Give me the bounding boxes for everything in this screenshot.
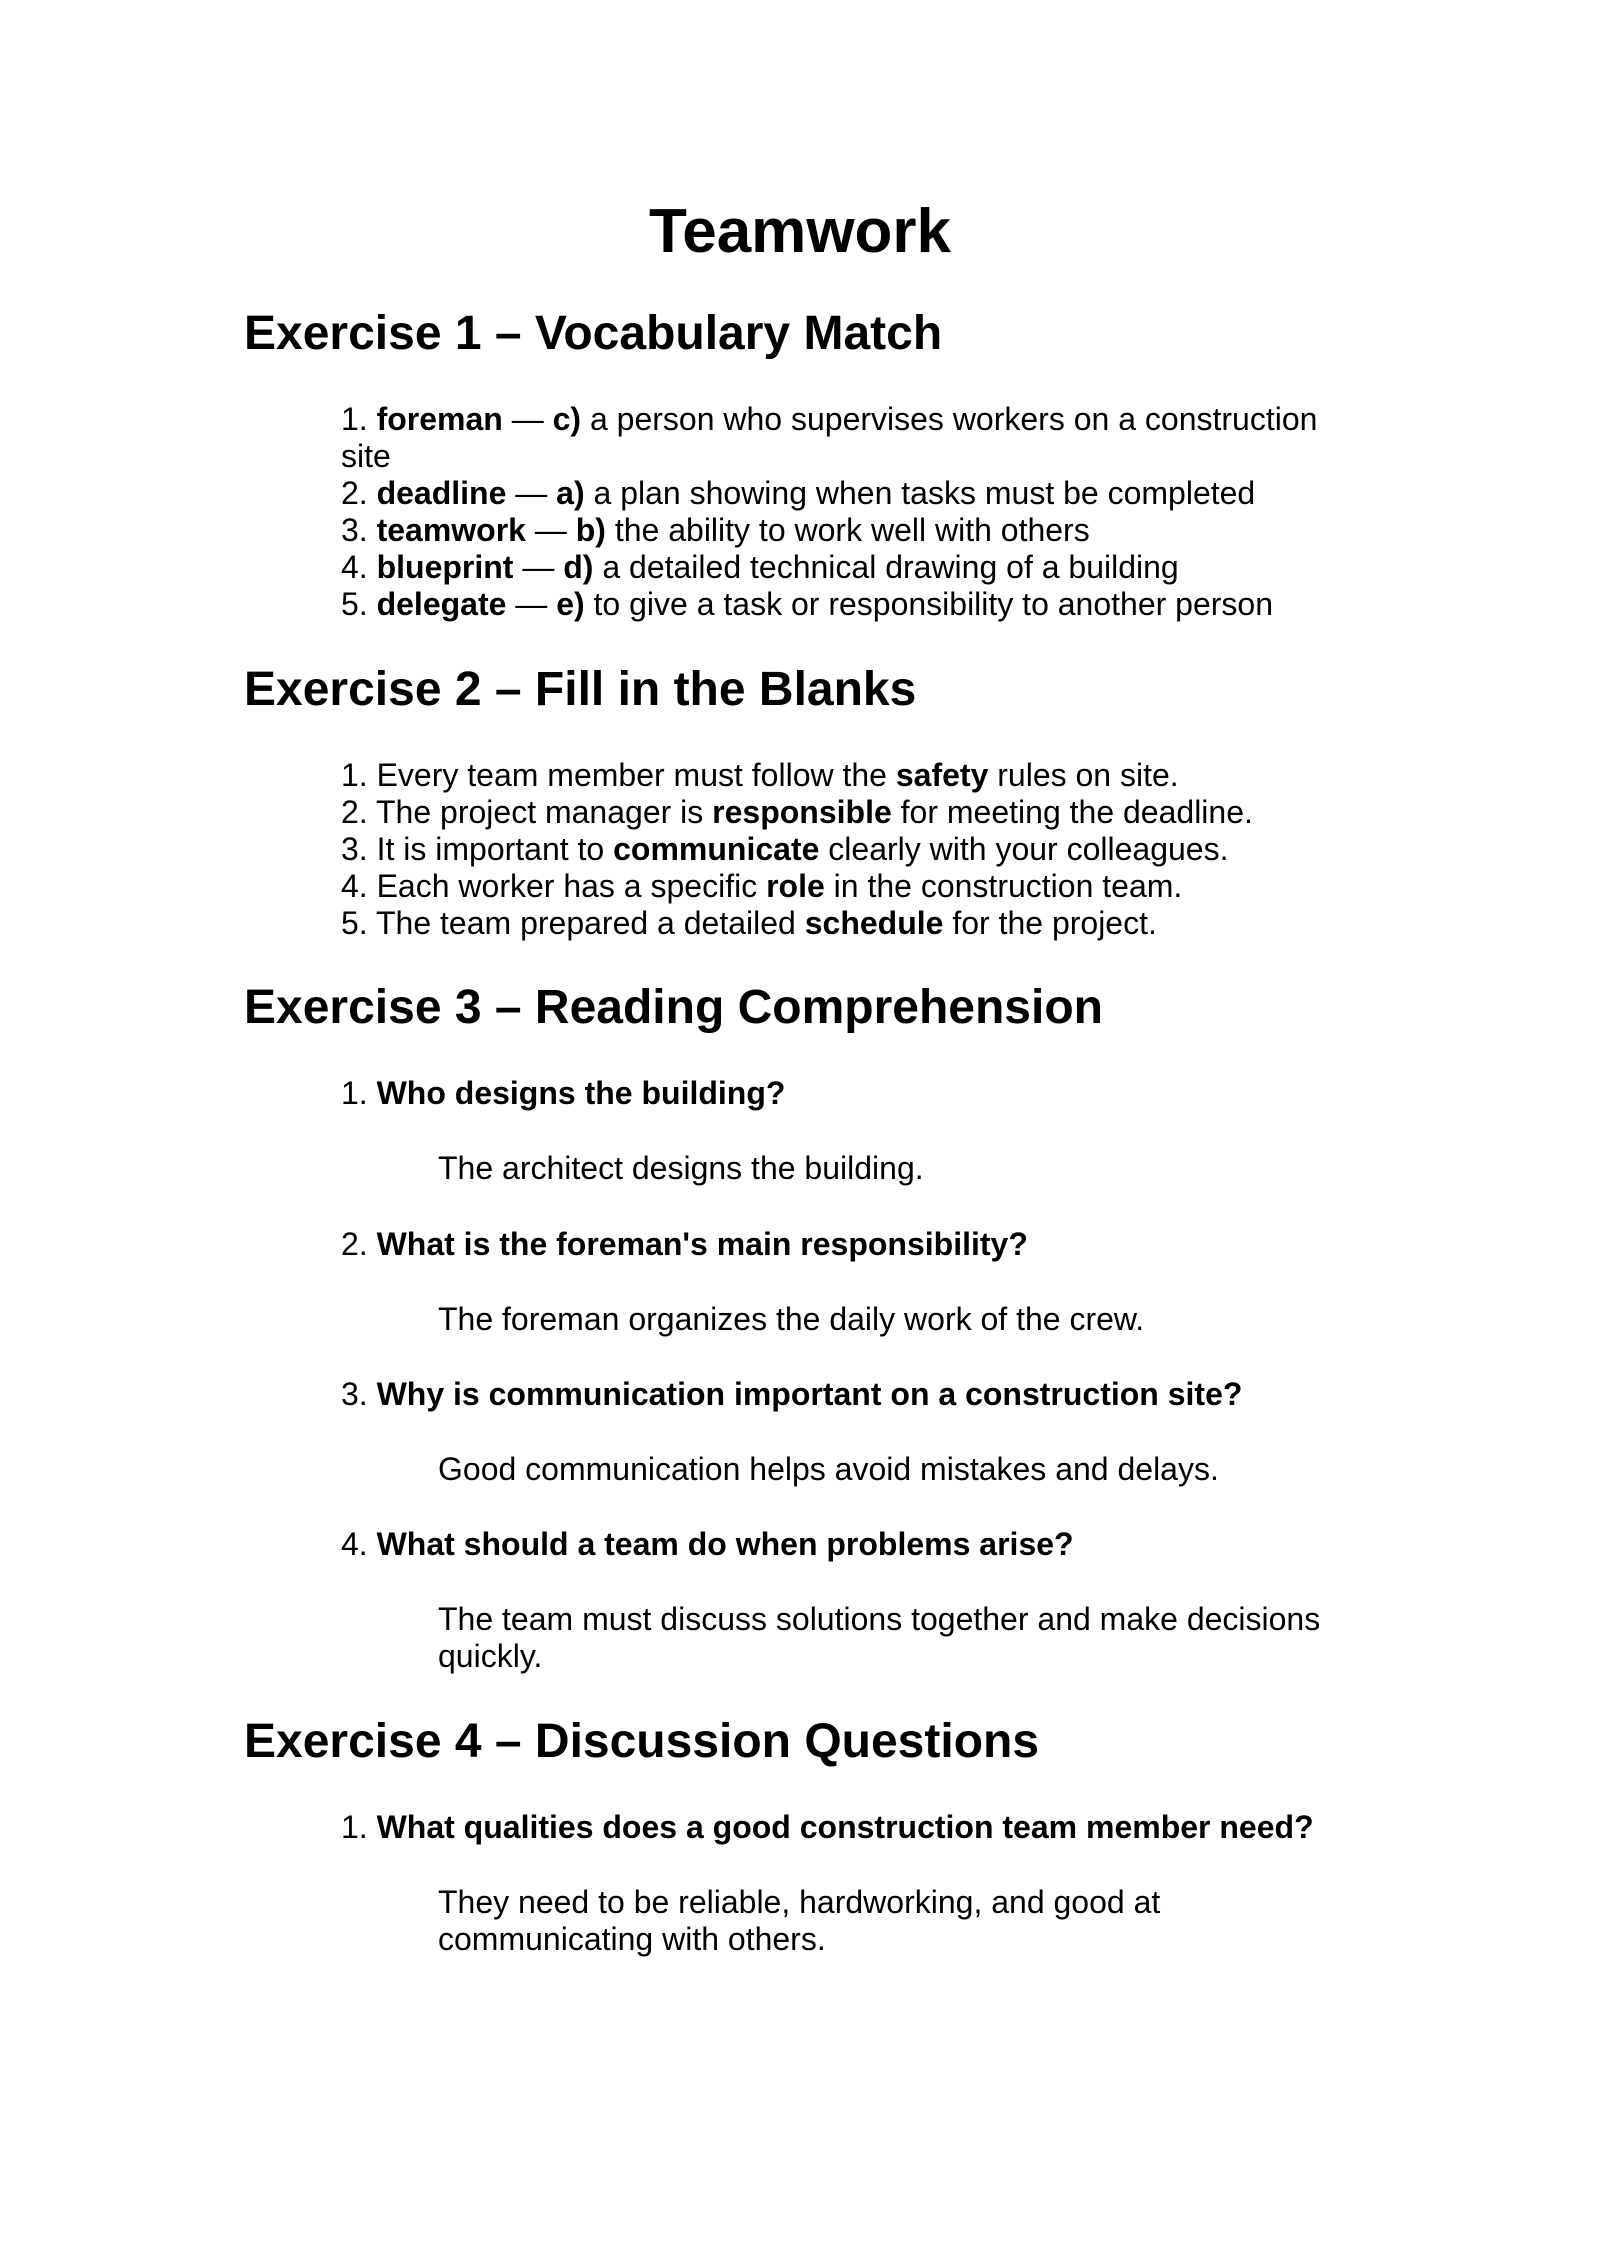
exercise-4-heading: Exercise 4 – Discussion Questions bbox=[244, 1715, 1040, 1768]
match-letter: a) bbox=[556, 475, 585, 511]
separator: — bbox=[525, 512, 576, 548]
question-item bbox=[341, 1809, 1314, 1846]
sentence-text: The project manager is bbox=[367, 794, 713, 830]
separator: — bbox=[502, 401, 553, 437]
sentence-text: rules on site. bbox=[988, 757, 1179, 793]
document-title: Teamwork bbox=[648, 197, 952, 266]
vocab-definition: to give a task or responsibility to another person bbox=[584, 586, 1274, 622]
question-item bbox=[341, 1526, 1074, 1563]
sentence-text: Each worker has a specific bbox=[367, 868, 767, 904]
vocab-term: teamwork bbox=[376, 512, 526, 548]
item-number: 5. bbox=[341, 905, 368, 941]
question-text: What is the foreman's main responsibility? bbox=[376, 1226, 1028, 1262]
fill-in-blanks-list bbox=[341, 757, 1253, 942]
vocab-term: delegate bbox=[376, 586, 507, 622]
item-number: 1. bbox=[341, 1809, 368, 1845]
sentence-text: for the project. bbox=[943, 905, 1157, 941]
item-number: 3. bbox=[341, 831, 368, 867]
list-item bbox=[341, 757, 1253, 794]
vocab-definition: a person who supervises workers on a construction site bbox=[341, 401, 1318, 474]
match-letter: c) bbox=[552, 401, 582, 437]
match-letter: e) bbox=[556, 586, 585, 622]
item-number: 1. bbox=[341, 1075, 368, 1111]
list-item bbox=[341, 868, 1253, 905]
exercise-1-heading: Exercise 1 – Vocabulary Match bbox=[244, 307, 943, 360]
sentence-text: for meeting the deadline. bbox=[891, 794, 1253, 830]
item-number: 5. bbox=[341, 586, 368, 622]
list-item bbox=[341, 401, 1341, 475]
question-text: What should a team do when problems arise? bbox=[376, 1526, 1074, 1562]
sentence-text: It is important to bbox=[367, 831, 614, 867]
item-number: 1. bbox=[341, 401, 368, 437]
vocab-term: foreman bbox=[376, 401, 503, 437]
item-number: 4. bbox=[341, 1526, 368, 1562]
item-number: 2. bbox=[341, 475, 368, 511]
item-number: 2. bbox=[341, 794, 368, 830]
list-item bbox=[341, 905, 1253, 942]
list-item bbox=[341, 831, 1253, 868]
list-item bbox=[341, 512, 1341, 549]
answer-word: responsible bbox=[712, 794, 892, 830]
answer-word: role bbox=[766, 868, 825, 904]
answer-text: They need to be reliable, hardworking, and good at communicating with others. bbox=[438, 1884, 1161, 1957]
vocab-definition: the ability to work well with others bbox=[605, 512, 1090, 548]
question-text: Why is communication important on a construction site? bbox=[376, 1376, 1243, 1412]
answer-word: communicate bbox=[613, 831, 820, 867]
answer-text: Good communication helps avoid mistakes and delays. bbox=[438, 1451, 1219, 1487]
sentence-text: Every team member must follow the bbox=[367, 757, 896, 793]
separator: — bbox=[506, 475, 557, 511]
sentence-text: The team prepared a detailed bbox=[367, 905, 805, 941]
exercise-2-heading: Exercise 2 – Fill in the Blanks bbox=[244, 663, 917, 716]
item-number: 3. bbox=[341, 512, 368, 548]
item-number: 4. bbox=[341, 549, 368, 585]
separator: — bbox=[513, 549, 564, 585]
answer-word: safety bbox=[895, 757, 989, 793]
answer-text: The architect designs the building. bbox=[438, 1150, 924, 1186]
vocabulary-list bbox=[341, 401, 1341, 623]
question-text: What qualities does a good construction team member need? bbox=[376, 1809, 1314, 1845]
question-item bbox=[341, 1376, 1242, 1413]
vocab-definition: a plan showing when tasks must be completed bbox=[584, 475, 1256, 511]
question-item bbox=[341, 1226, 1028, 1263]
list-item bbox=[341, 586, 1341, 623]
item-number: 3. bbox=[341, 1376, 368, 1412]
match-letter: b) bbox=[575, 512, 606, 548]
vocab-term: deadline bbox=[376, 475, 507, 511]
sentence-text: in the construction team. bbox=[824, 868, 1183, 904]
question-text: Who designs the building? bbox=[376, 1075, 786, 1111]
item-number: 2. bbox=[341, 1226, 368, 1262]
question-item bbox=[341, 1075, 785, 1112]
list-item bbox=[341, 549, 1341, 586]
item-number: 1. bbox=[341, 757, 368, 793]
match-letter: d) bbox=[563, 549, 594, 585]
vocab-term: blueprint bbox=[376, 549, 514, 585]
exercise-3-heading: Exercise 3 – Reading Comprehension bbox=[244, 981, 1103, 1034]
separator: — bbox=[506, 586, 557, 622]
answer-text: The team must discuss solutions together and make decisions quickly. bbox=[438, 1601, 1321, 1674]
vocab-definition: a detailed technical drawing of a building bbox=[593, 549, 1179, 585]
answer-text: The foreman organizes the daily work of the crew. bbox=[438, 1301, 1145, 1337]
list-item bbox=[341, 794, 1253, 831]
list-item bbox=[341, 475, 1341, 512]
sentence-text: clearly with your colleagues. bbox=[819, 831, 1229, 867]
item-number: 4. bbox=[341, 868, 368, 904]
answer-word: schedule bbox=[804, 905, 944, 941]
